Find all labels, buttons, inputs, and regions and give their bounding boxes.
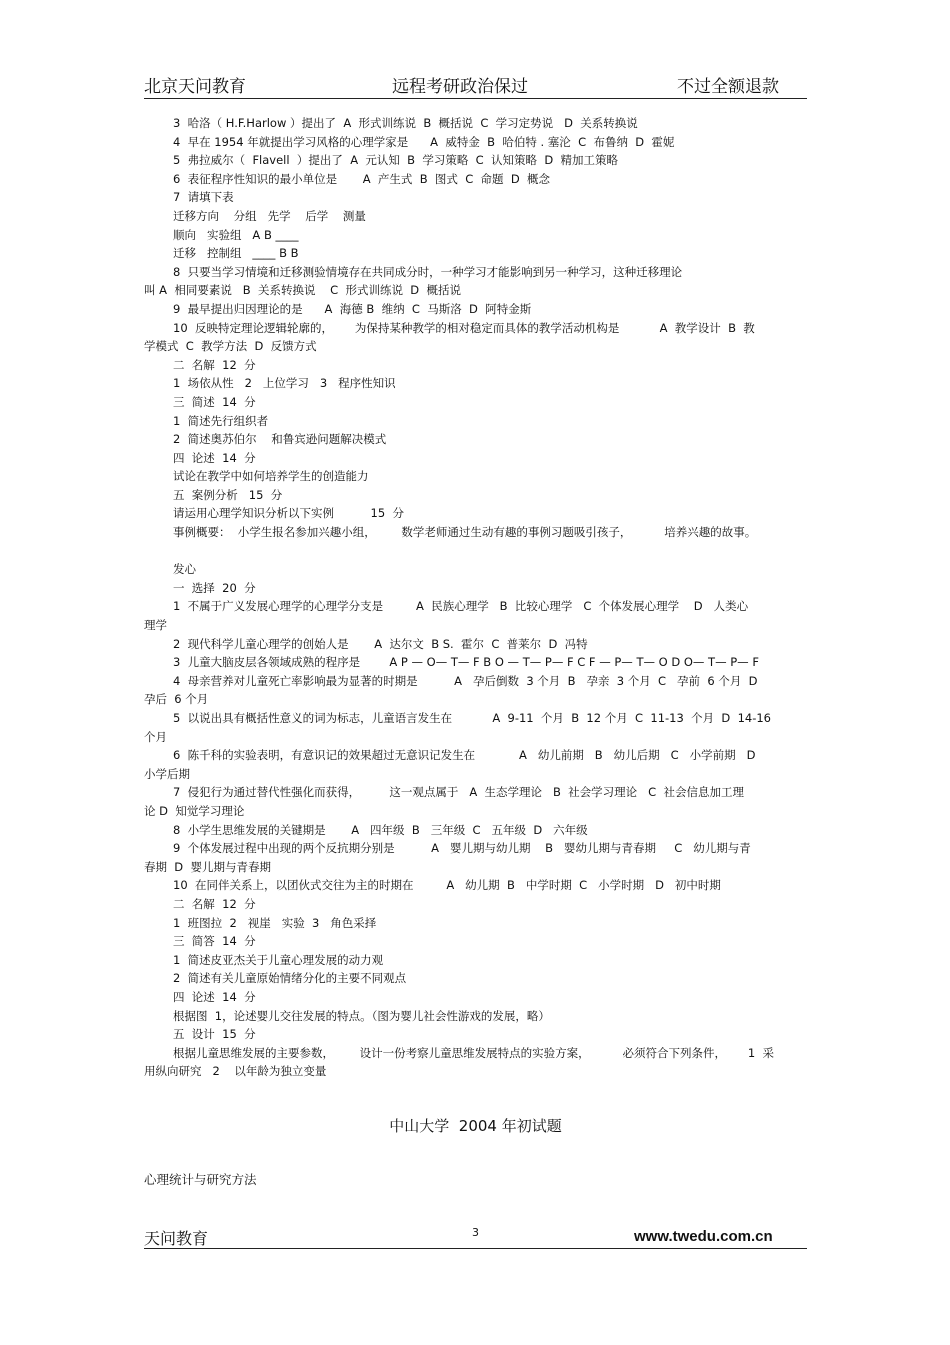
text-line: 五 设计 15 分	[173, 1027, 256, 1042]
text-line	[144, 542, 807, 561]
text-line: 根据图 1，论述婴儿交往发展的特点。（图为婴儿社会性游戏的发展，略）	[173, 1008, 550, 1023]
text-line: 3 哈洛（ H.F.Harlow ）提出了 A 形式训练说 B 概括说 C 学习定势说 D 关系转换说	[173, 116, 638, 130]
header-center-text: 远程考研政治保过	[392, 77, 528, 97]
text-line: 8 只要当学习情境和迁移测验情境存在共同成分时，一种学习才能影响到另一种学习，这种迁移理论	[173, 264, 683, 279]
subject-heading: 心理统计与研究方法	[144, 1172, 257, 1187]
text-line: 3 儿童大脑皮层各领域成熟的程序是 A P — O— T— F B O — T— P— F C F — P— T— O D O— T— P— F	[173, 655, 759, 670]
text-line: 9 最早提出归因理论的是 A 海德 B 维纳 C 马斯洛 D 阿特金斯	[173, 301, 532, 316]
text-line: 6 表征程序性知识的最小单位是 A 产生式 B 图式 C 命题 D 概念	[173, 171, 551, 186]
header-right-text: 不过全额退款	[677, 77, 779, 97]
text-line: 2 简述有关儿童原始情绪分化的主要不同观点	[173, 971, 407, 986]
text-line: 请运用心理学知识分析以下实例 15 分	[173, 506, 404, 521]
text-line: 二 名解 12 分	[173, 896, 256, 911]
text-line: 4 母亲营养对儿童死亡率影响最为显著的时期是 A 孕后倒数 3 个月 B 孕亲 3 个月 C 孕前 6 个月 D	[173, 673, 758, 688]
text-line: 迁移 控制组 ____ B B	[173, 246, 299, 261]
text-line: 4 早在 1954 年就提出学习风格的心理学家是 A 威特金 B 哈伯特 . 塞沦 C 布鲁纳 D 霍妮	[173, 134, 675, 149]
text-line: 5 以说出具有概括性意义的词为标志，儿童语言发生在 A 9-11 个月 B 12 个月 C 11-13 个月 D 14-16	[173, 711, 771, 725]
text-line: 1 场依从性 2 上位学习 3 程序性知识	[173, 376, 396, 391]
text-line: 学模式 C 教学方法 D 反馈方式	[144, 339, 317, 354]
text-line: 春期 D 婴儿期与青春期	[144, 859, 271, 874]
text-line: 6 陈千科的实验表明，有意识记的效果超过无意识记发生在 A 幼儿前期 B 幼儿后期 C 小学前期 D	[173, 748, 756, 763]
text-line: 8 小学生思维发展的关键期是 A 四年级 B 三年级 C 五年级 D 六年级	[173, 822, 588, 837]
text-line: 小学后期	[144, 766, 190, 781]
text-line: 个月	[144, 729, 167, 744]
text-line: 1 简述皮亚杰关于儿童心理发展的动力观	[173, 952, 384, 967]
text-line: 迁移方向 分组 先学 后学 测量	[173, 208, 366, 223]
text-line: 发心	[173, 562, 196, 577]
text-line: 1 不属于广义发展心理学的心理学分支是 A 民族心理学 B 比较心理学 C 个体发展心理学 D 人类心	[173, 599, 749, 614]
text-line: 7 侵犯行为通过替代性强化而获得， 这一观点属于 A 生态学理论 B 社会学习理论 C 社会信息加工理	[173, 785, 744, 800]
page-number: 3	[472, 1226, 479, 1239]
text-line: 7 请填下表	[173, 190, 234, 205]
page-header	[144, 72, 807, 98]
text-line: 四 论述 14 分	[173, 989, 256, 1004]
text-line: 一 选择 20 分	[173, 580, 256, 595]
text-line: 论 D 知觉学习理论	[144, 803, 245, 818]
text-line: 用纵向研究 2 以年龄为独立变量	[144, 1064, 327, 1079]
header-rule	[144, 98, 807, 99]
text-line: 根据儿童思维发展的主要参数， 设计一份考察儿童思维发展特点的实验方案， 必须符合下列条件， 1 采	[173, 1045, 775, 1060]
text-line: 理学	[144, 618, 167, 633]
text-line: 2 现代科学儿童心理学的创始人是 A 达尔文 B S. 霍尔 C 普莱尔 D 冯特	[173, 636, 588, 651]
text-line: 叫 A 相同要素说 B 关系转换说 C 形式训练说 D 概括说	[144, 283, 461, 298]
text-line: 2 简述奥苏伯尔 和鲁宾逊问题解决模式	[173, 432, 387, 447]
text-line: 三 简答 14 分	[173, 934, 256, 949]
text-line: 1 简述先行组织者	[173, 413, 269, 428]
text-line: 二 名解 12 分	[173, 357, 256, 372]
text-line: 事例概要： 小学生报名参加兴趣小组， 数学老师通过生动有趣的事例习题吸引孩子， 培养兴趣的故事。	[173, 525, 757, 540]
text-line: 5 弗拉威尔（ Flavell ）提出了 A 元认知 B 学习策略 C 认知策略 D 精加工策略	[173, 153, 619, 168]
text-line: 四 论述 14 分	[173, 450, 256, 465]
header-left-text: 北京天问教育	[144, 77, 246, 97]
footer-website: www.twedu.com.cn	[634, 1228, 773, 1245]
document-body	[144, 114, 807, 1081]
text-line: 顺向 实验组 A B ____	[173, 227, 299, 242]
text-line: 10 在同伴关系上，以团伙式交往为主的时期在 A 幼儿期 B 中学时期 C 小学时期 D 初中时期	[173, 878, 721, 893]
footer-rule	[144, 1248, 807, 1249]
footer-left-text: 天问教育	[144, 1229, 209, 1248]
text-line: 9 个体发展过程中出现的两个反抗期分别是 A 婴儿期与幼儿期 B 婴幼儿期与青春期 C 幼儿期与青	[173, 841, 751, 856]
section-title: 中山大学 2004 年初试题	[389, 1117, 562, 1135]
text-line: 10 反映特定理论逻辑轮廓的， 为保持某种教学的相对稳定而具体的教学活动机构是 A 教学设计 B 教	[173, 320, 755, 335]
text-line: 五 案例分析 15 分	[173, 487, 283, 502]
text-line: 试论在教学中如何培养学生的创造能力	[173, 469, 369, 484]
text-line: 孕后 6 个月	[144, 692, 209, 707]
text-line: 三 简述 14 分	[173, 394, 256, 409]
text-line: 1 班图拉 2 视崖 实验 3 角色采择	[173, 915, 377, 930]
